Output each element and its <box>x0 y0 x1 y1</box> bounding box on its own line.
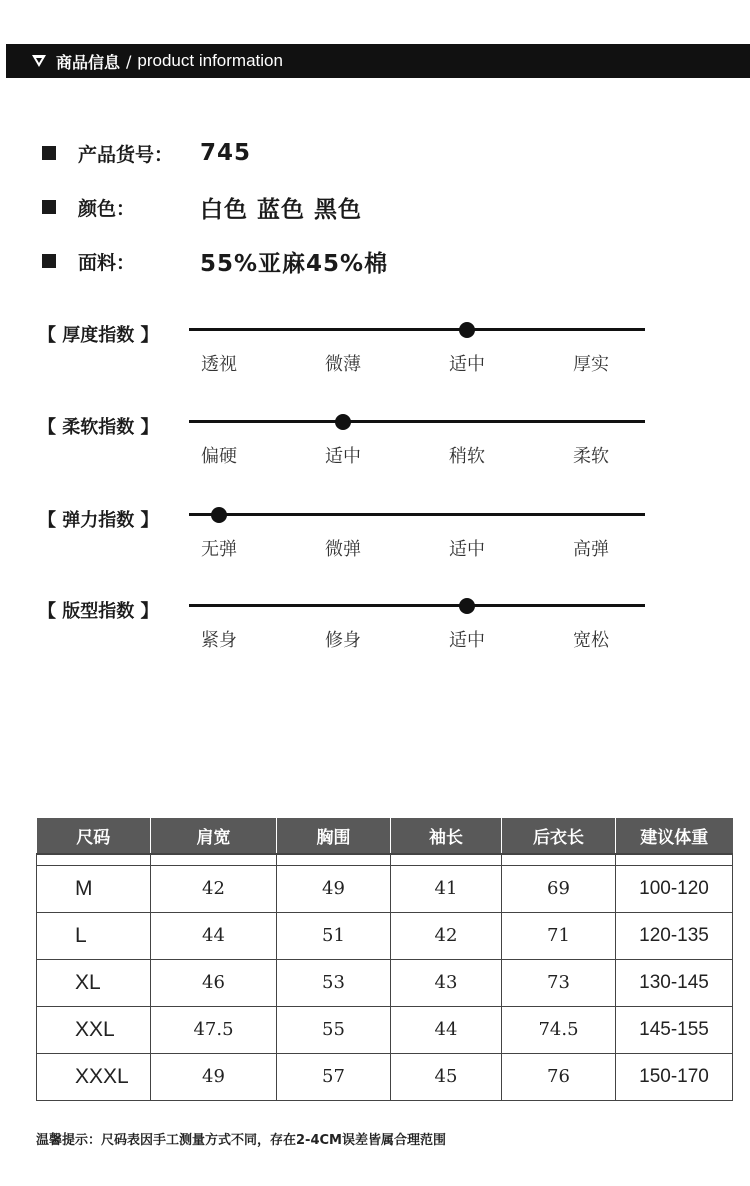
table-cell: 44 <box>151 912 277 959</box>
square-bullet-icon <box>42 200 56 214</box>
table-header-row <box>37 818 733 854</box>
table-row <box>37 1053 733 1100</box>
table-cell: 46 <box>151 959 277 1006</box>
index-level-label: 适中 <box>325 446 361 467</box>
index-level-label: 稍软 <box>449 446 485 467</box>
table-cell: 49 <box>151 1053 277 1100</box>
index-title: 【 柔软指数 】 <box>38 417 159 438</box>
table-cell: 100-120 <box>616 865 733 912</box>
index-level-label: 偏硬 <box>201 446 237 467</box>
table-cell: M <box>37 865 151 912</box>
index-title: 【 弹力指数 】 <box>38 510 159 531</box>
index-level-label: 柔软 <box>573 446 609 467</box>
table-cell: 42 <box>151 865 277 912</box>
header-separator: / <box>126 51 132 71</box>
index-level-label: 微薄 <box>325 354 361 375</box>
table-cell: 120-135 <box>616 912 733 959</box>
section-header <box>6 44 750 78</box>
table-cell: 130-145 <box>616 959 733 1006</box>
index-level-label: 宽松 <box>573 630 609 651</box>
index-level-label: 适中 <box>449 630 485 651</box>
table-cell: 42 <box>391 912 502 959</box>
info-value: 55%亚麻45%棉 <box>200 250 389 277</box>
table-header-cell: 肩宽 <box>151 818 277 854</box>
table-header-cell: 后衣长 <box>502 818 616 854</box>
index-marker-dot <box>335 414 351 430</box>
header-title-en: product information <box>137 51 283 70</box>
index-level-label: 适中 <box>449 539 485 560</box>
table-row <box>37 959 733 1006</box>
square-bullet-icon <box>42 254 56 268</box>
index-scale-line <box>189 328 645 331</box>
table-cell: 150-170 <box>616 1053 733 1100</box>
index-marker-dot <box>459 598 475 614</box>
table-cell: L <box>37 912 151 959</box>
index-level-label: 高弹 <box>573 539 609 560</box>
table-spacer-row <box>37 854 733 865</box>
index-level-label: 修身 <box>325 630 361 651</box>
square-bullet-icon <box>42 146 56 160</box>
index-scale-line <box>189 420 645 423</box>
table-cell: 41 <box>391 865 502 912</box>
table-cell: 43 <box>391 959 502 1006</box>
index-level-label: 无弹 <box>201 539 237 560</box>
table-header-cell: 袖长 <box>391 818 502 854</box>
index-level-label: 适中 <box>449 354 485 375</box>
index-scale-line <box>189 604 645 607</box>
table-cell: 44 <box>391 1006 502 1053</box>
index-title: 【 厚度指数 】 <box>38 325 159 346</box>
info-label: 面料： <box>78 251 136 274</box>
index-level-label: 厚实 <box>573 354 609 375</box>
info-row-fabric <box>42 246 389 277</box>
table-cell: 55 <box>277 1006 391 1053</box>
table-header-cell: 胸围 <box>277 818 391 854</box>
index-scale-line <box>189 513 645 516</box>
info-label: 产品货号： <box>78 143 174 166</box>
table-cell: XXXL <box>37 1053 151 1100</box>
table-cell: 51 <box>277 912 391 959</box>
table-cell: 145-155 <box>616 1006 733 1053</box>
info-row-item-number <box>42 138 252 168</box>
info-value: 745 <box>200 140 252 166</box>
index-title: 【 版型指数 】 <box>38 601 159 622</box>
table-cell: 53 <box>277 959 391 1006</box>
table-cell: 57 <box>277 1053 391 1100</box>
size-tip: 温馨提示：尺码表因手工测量方式不同，存在2-4CM误差皆属合理范围 <box>36 1133 446 1148</box>
table-cell: 74.5 <box>502 1006 616 1053</box>
index-level-label: 透视 <box>201 354 237 375</box>
header-title-cn: 商品信息 <box>56 52 121 72</box>
table-cell: 71 <box>502 912 616 959</box>
table-cell: 73 <box>502 959 616 1006</box>
heart-down-icon <box>30 52 48 70</box>
table-cell: XXL <box>37 1006 151 1053</box>
info-label: 颜色： <box>78 197 136 220</box>
table-cell: XL <box>37 959 151 1006</box>
table-row <box>37 865 733 912</box>
table-row <box>37 912 733 959</box>
index-level-label: 微弹 <box>325 539 361 560</box>
index-level-label: 紧身 <box>201 630 237 651</box>
info-row-color <box>42 192 363 223</box>
table-header-cell: 尺码 <box>37 818 151 854</box>
table-cell: 69 <box>502 865 616 912</box>
info-value: 白色 蓝色 黑色 <box>200 196 363 223</box>
index-marker-dot <box>211 507 227 523</box>
size-table <box>36 818 733 1101</box>
table-cell: 76 <box>502 1053 616 1100</box>
table-header-cell: 建议体重 <box>616 818 733 854</box>
table-cell: 45 <box>391 1053 502 1100</box>
table-cell: 47.5 <box>151 1006 277 1053</box>
table-cell: 49 <box>277 865 391 912</box>
index-marker-dot <box>459 322 475 338</box>
table-row <box>37 1006 733 1053</box>
